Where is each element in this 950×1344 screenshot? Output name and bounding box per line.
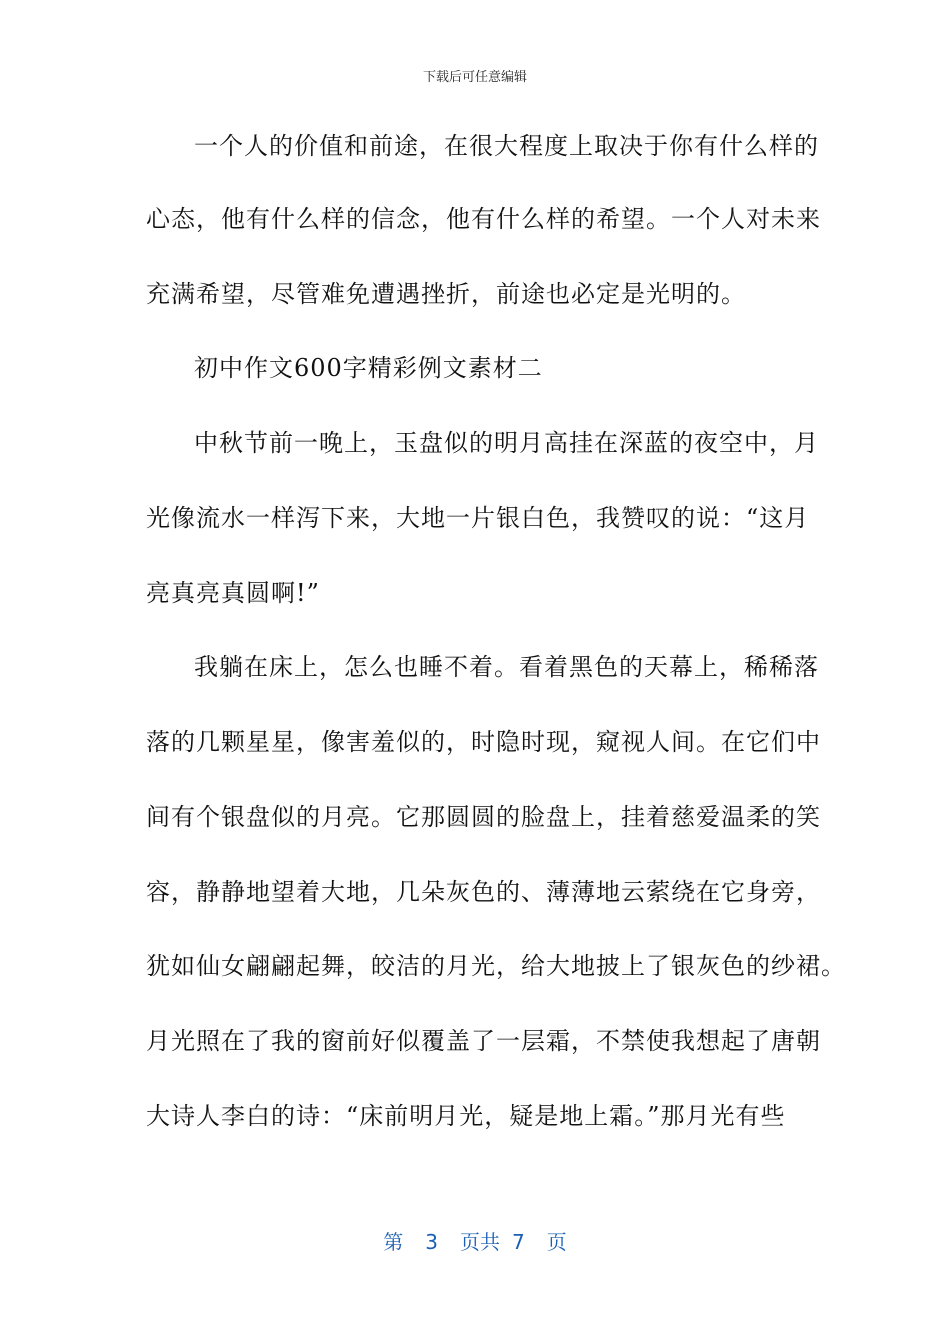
paragraph-line: 中秋节前一晚上，玉盘似的明月高挂在深蓝的夜空中，月 xyxy=(194,429,819,457)
paragraph-line: 我躺在床上，怎么也睡不着。看着黑色的天幕上，稀稀落 xyxy=(194,653,819,681)
page-suffix: 页 xyxy=(546,1230,567,1254)
paragraph-line: 犹如仙女翩翩起舞，皎洁的月光，给大地披上了银灰色的纱裙。 xyxy=(146,952,846,980)
paragraph-line: 亮真亮真圆啊!” xyxy=(146,579,320,607)
paragraph-line: 充满希望，尽管难免遭遇挫折，前途也必定是光明的。 xyxy=(146,280,746,308)
paragraph-line: 心态，他有什么样的信念，他有什么样的希望。一个人对未来 xyxy=(146,205,821,233)
page-header: 下载后可任意编辑 xyxy=(422,70,527,85)
paragraph-line: 光像流水一样泻下来，大地一片银白色，我赞叹的说：“这月 xyxy=(146,504,810,532)
paragraph-line: 容，静静地望着大地，几朵灰色的、薄薄地云萦绕在它身旁， xyxy=(146,878,821,906)
paragraph-line: 一个人的价值和前途，在很大程度上取决于你有什么样的 xyxy=(194,132,819,160)
page-prefix: 第 xyxy=(383,1230,404,1254)
paragraph-line: 落的几颗星星，像害羞似的，时隐时现，窥视人间。在它们中 xyxy=(146,728,821,756)
total-page-number: 7 xyxy=(512,1230,525,1254)
page-number-footer xyxy=(0,1226,950,1255)
section-heading: 初中作文600字精彩例文素材二 xyxy=(194,354,543,382)
current-page-number: 3 xyxy=(425,1230,438,1254)
page-middle-label: 页共 xyxy=(460,1230,500,1254)
paragraph-line: 大诗人李白的诗：“床前明月光，疑是地上霜。”那月光有些 xyxy=(146,1102,786,1130)
paragraph-line: 间有个银盘似的月亮。它那圆圆的脸盘上，挂着慈爱温柔的笑 xyxy=(146,803,821,831)
paragraph-line: 月光照在了我的窗前好似覆盖了一层霜，不禁使我想起了唐朝 xyxy=(146,1027,821,1055)
